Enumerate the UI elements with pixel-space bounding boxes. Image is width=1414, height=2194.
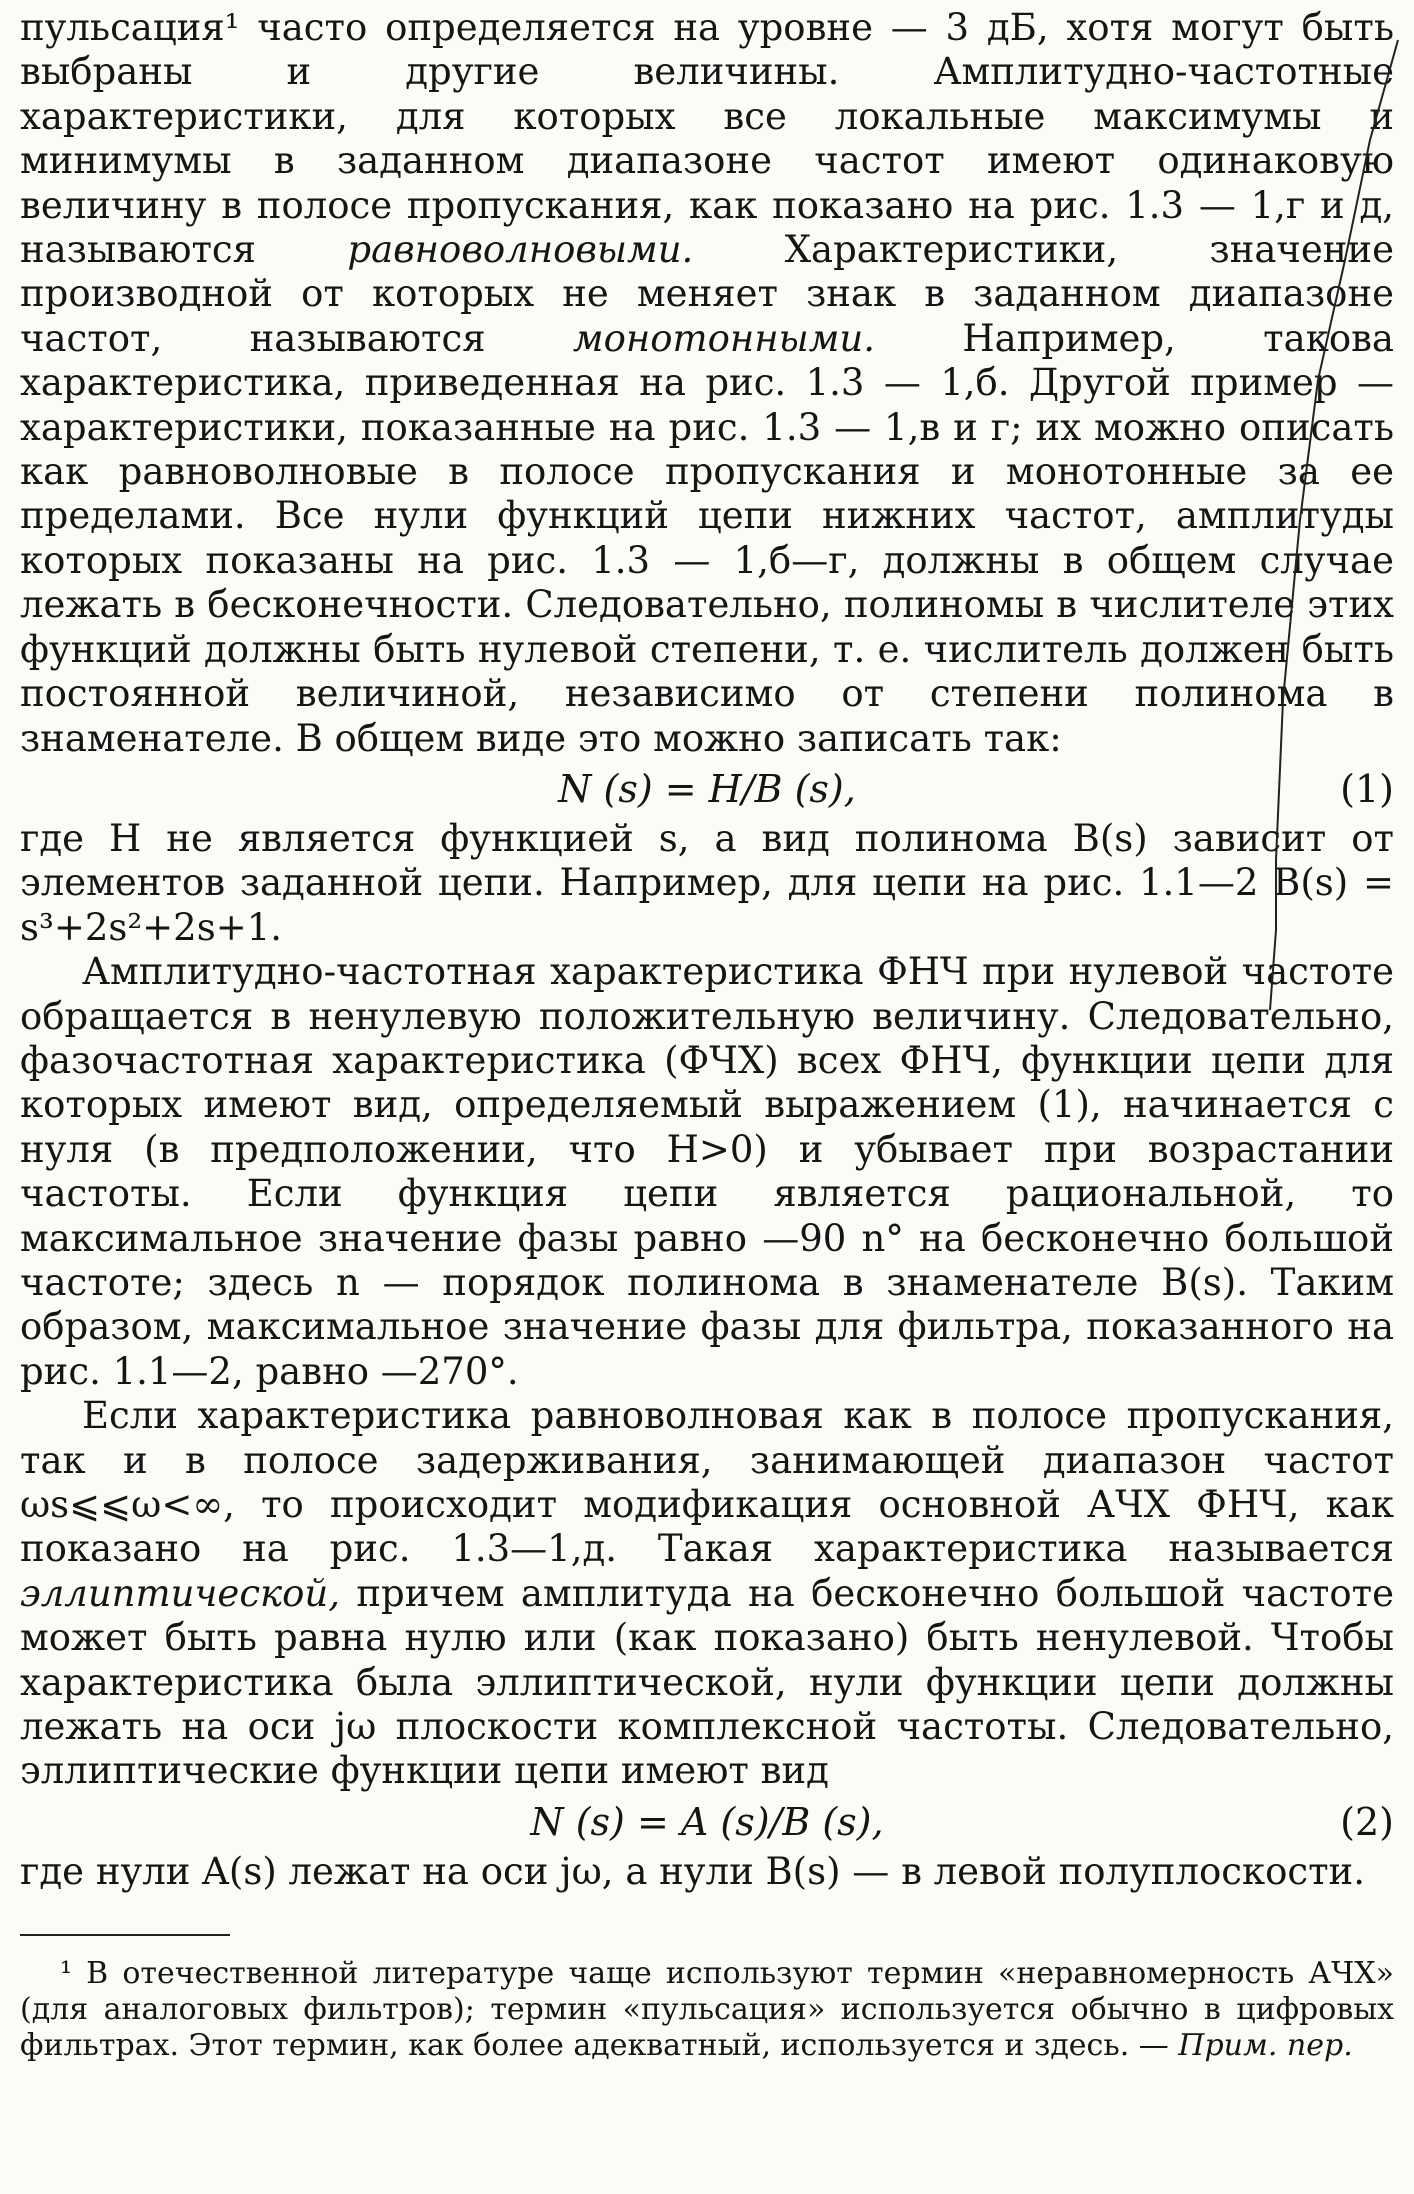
paragraph-4 bbox=[20, 1394, 1394, 1794]
paragraph-1 bbox=[20, 6, 1394, 761]
paragraph-4-text: Если характеристика равноволновая как в полосе пропускания, так и в полосе задерживания, занимающей диапазон частот ωs⩽⩽ω<∞, то происходит модификация основной АЧХ ФНЧ, как показано на рис. 1.3—1,д. Такая характеристика называется bbox=[20, 1394, 1394, 1571]
formula-2 bbox=[20, 1794, 1394, 1850]
formula-1-number: (1) bbox=[1340, 766, 1394, 811]
paragraph-1-text-b: Характеристики, значение производной от которых не меняет знак в заданном диапазоне частот, называются bbox=[20, 228, 1394, 360]
paragraph-1-text-c: Например, такова характеристика, приведенная на рис. 1.3 — 1,б. Другой пример — характеристики, показанные на рис. 1.3 — 1,в и г; их можно описать как равноволновые в полосе пропускания и монотонные за ее пределами. Все нули функций цепи нижних частот, амплитуды которых показаны на рис. 1.3 — 1,б—г, должны в общем случае лежать в бесконечности. Следовательно, полиномы в числителе этих функций должны быть нулевой степени, т. е. числитель должен быть постоянной величиной, независимо от степени полинома в знаменателе. В общем виде это можно записать так: bbox=[20, 316, 1394, 760]
paragraph-4-text-b: причем амплитуда на бесконечно большой частоте может быть равна нулю или (как показано) быть ненулевой. Чтобы характеристика была эллиптической, нули функции цепи должны лежать на оси jω плоскости комплексной частоты. Следовательно, эллиптические функции цепи имеют вид bbox=[20, 1571, 1394, 1793]
footnote-divider bbox=[20, 1934, 230, 1936]
term-monotonic: монотонными. bbox=[572, 316, 876, 360]
formula-2-expression: N (s) = A (s)/B (s), bbox=[530, 1799, 884, 1844]
footnote-text: ¹ В отечественной литературе чаще используют термин «неравномерность АЧХ» (для аналоговых фильтров); термин «пульсация» используется обычно в цифровых фильтрах. Этот термин, как более адекватный, используется и здесь. — bbox=[20, 1956, 1394, 2064]
term-elliptic: эллиптической, bbox=[20, 1571, 341, 1615]
formula-1-expression: N (s) = H/B (s), bbox=[558, 766, 856, 811]
paragraph-1-text: пульсация¹ часто определяется на уровне — 3 дБ, хотя могут быть выбраны и другие величины. Амплитудно-частотные характеристики, для которых все локальные максимумы и минимумы в заданном диапазоне частот имеют одинаковую величину в полосе пропускания, как показано на рис. 1.3 — 1,г и д, называются bbox=[20, 6, 1394, 272]
paragraph-2: где H не является функцией s, а вид полинома B(s) зависит от элементов заданной цепи. Например, для цепи на рис. 1.1—2 B(s) = s³+2s²+2s+1. bbox=[20, 816, 1394, 949]
page-body bbox=[20, 6, 1394, 2064]
footnote bbox=[20, 1956, 1394, 2064]
term-equiripple: равноволновыми. bbox=[347, 228, 694, 272]
translator-note: Прим. пер. bbox=[1178, 2028, 1353, 2064]
paragraph-3: Амплитудно-частотная характеристика ФНЧ при нулевой частоте обращается в ненулевую положительную величину. Следовательно, фазочастотная характеристика (ФЧХ) всех ФНЧ, функции цепи для которых имеют вид, определяемый выражением (1), начинается с нуля (в предположении, что H>0) и убывает при возрастании частоты. Если функция цепи является рациональной, то максимальное значение фазы равно —90 n° на бесконечно большой частоте; здесь n — порядок полинома в знаменателе B(s). Таким образом, максимальное значение фазы для фильтра, показанного на рис. 1.1—2, равно —270°. bbox=[20, 950, 1394, 1393]
paragraph-5: где нули A(s) лежат на оси jω, а нули B(s) — в левой полуплоскости. bbox=[20, 1849, 1365, 1893]
formula-2-number: (2) bbox=[1340, 1799, 1394, 1844]
formula-1 bbox=[20, 761, 1394, 817]
